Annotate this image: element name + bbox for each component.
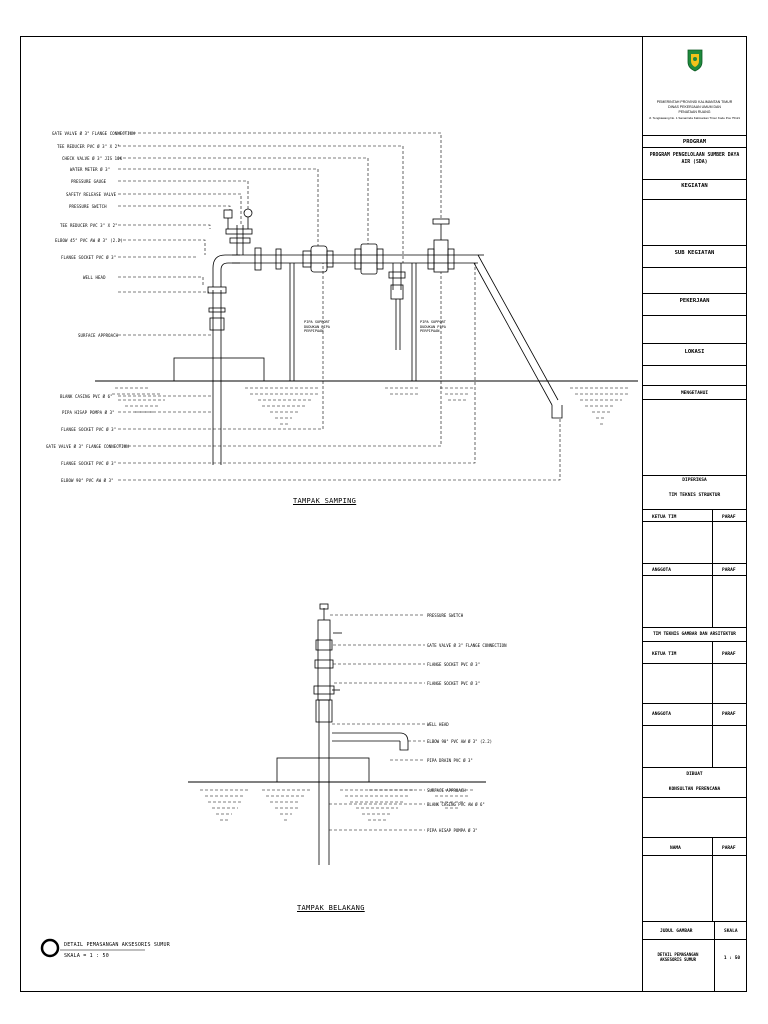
rear-label-4: FLANGE SOCKET PVC Ø 3" [427, 681, 480, 686]
side-label-14: PIPA HISAP POMPA Ø 3" [62, 410, 115, 415]
water-meter [311, 246, 327, 272]
paraf-3: PARAF [722, 652, 736, 657]
nama-label: NAMA [670, 846, 681, 851]
rear-label-1: PRESSURE SWITCH [427, 613, 464, 618]
check-valve [361, 244, 377, 274]
skala-label: SKALA [724, 929, 738, 934]
konsultan-label: KONSULTAN PERENCANA [668, 787, 721, 792]
rear-view-title: TAMPAK BELAKANG [297, 904, 365, 912]
detail-caption-scale: SKALA = 1 : 50 [64, 953, 109, 959]
paraf-5: PARAF [722, 846, 736, 851]
side-label-6: SAFETY RELEASE VALVE [66, 192, 117, 197]
side-label-5: PRESSURE GAUGE [71, 179, 107, 184]
outlet-pipe-top [478, 255, 558, 400]
side-view-title: TAMPAK SAMPING [293, 497, 357, 505]
tim-gambar-label: TIM TEKNIS GAMBAR DAN ARSITEKTUR [653, 632, 736, 637]
concrete-pad-rear [277, 758, 369, 782]
side-label-11: WELL HEAD [83, 275, 106, 280]
program-label: PROGRAM [682, 139, 707, 145]
rear-label-2: GATE VALVE Ø 3" FLANGE CONNECTION [427, 643, 507, 648]
anggota-1: ANGGOTA [652, 568, 671, 573]
side-label-8: TEE REDUCER PVC 3" X 2" [60, 223, 118, 228]
support-note-1: PIPA SUPPORT DUDUKAN PIPA PERPIPAAN [304, 320, 330, 333]
side-label-16: GATE VALVE Ø 3" FLANGE CONNECTION [46, 444, 129, 449]
ketua-tim-2: KETUA TIM [652, 652, 677, 657]
detail-caption-title: DETAIL PEMASANGAN AKSESORIS SUMUR [64, 942, 170, 948]
skala-value: 1 : 50 [723, 956, 741, 961]
side-label-9: ELBOW 45° PVC AW Ø 3" (2.2) [55, 238, 123, 243]
agency-line-3: PENATAAN RUANG [678, 110, 711, 114]
side-label-12: SURFACE APPROACH [78, 333, 119, 338]
rear-label-8: SURFACE APPROACH [427, 788, 466, 793]
ketua-tim-1: KETUA TIM [652, 515, 677, 520]
pressure-gauge [244, 209, 252, 217]
side-label-10: FLANGE SOCKET PVC Ø 3" [61, 255, 117, 260]
title-block [642, 36, 747, 992]
side-label-15: FLANGE SOCKET PVC Ø 3" [61, 427, 117, 432]
paraf-2: PARAF [722, 568, 736, 573]
side-label-1: GATE VALVE Ø 3" FLANGE CONNECTION [52, 131, 135, 136]
support-note-2: PIPA SUPPORT DUDUKAN PIPA PERPIPAAN [420, 320, 446, 333]
lokasi-label: LOKASI [684, 349, 705, 355]
rear-label-3: FLANGE SOCKET PVC Ø 3" [427, 662, 480, 667]
side-label-4: WATER METER Ø 3" [70, 167, 111, 172]
tim-struktur-label: TIM TEKNIS STRUKTUR [668, 493, 721, 498]
mengetahui-label: MENGETAHUI [680, 391, 709, 396]
rear-label-6: ELBOW 90° PVC AW Ø 3" (2.2) [427, 739, 493, 744]
pressure-switch-box [224, 210, 232, 218]
pekerjaan-label: PEKERJAAN [679, 298, 710, 304]
detail-symbol [42, 940, 58, 956]
paraf-4: PARAF [722, 712, 736, 717]
rear-label-7: PIPA DRAIN PVC Ø 3" [427, 758, 473, 763]
rear-label-5: WELL HEAD [427, 722, 449, 727]
sub-kegiatan-label: SUB KEGIATAN [674, 250, 715, 256]
judul-gambar-value: DETAIL PEMASANGAN AKSESORIS SUMUR [657, 952, 699, 962]
concrete-pad-side [174, 358, 264, 381]
paraf-1: PARAF [722, 515, 736, 520]
rear-label-9: BLANK CASING PVC AW Ø 6" [427, 802, 485, 807]
diperiksa-label: DIPERIKSA [682, 478, 707, 483]
agency-line-1: PEMERINTAH PROVINSI KALIMANTAN TIMUR [656, 100, 733, 104]
outlet-pipe-bottom [474, 263, 552, 405]
side-label-7: PRESSURE SWITCH [69, 204, 107, 209]
rear-label-10: PIPA HISAP POMPA Ø 3" [427, 828, 478, 833]
anggota-2: ANGGOTA [652, 712, 671, 717]
kegiatan-label: KEGIATAN [681, 183, 708, 189]
side-label-3: CHECK VALVE Ø 3" JIS 10K [62, 156, 123, 161]
side-label-18: ELBOW 90° PVC AW Ø 3" [61, 478, 114, 483]
judul-gambar-label: JUDUL GAMBAR [660, 929, 693, 934]
side-label-2: TEE REDUCER PVC Ø 3" X 2" [57, 144, 120, 149]
gate-valve [434, 240, 448, 272]
side-label-13: BLANK CASING PVC Ø 6" [60, 394, 113, 399]
agency-line-2: DINAS PEKERJAAN UMUM DAN [668, 105, 721, 109]
agency-address: Jl. Tengkawang No. 1 Samarinda Kalimantan Timur Kode Pos 75121 [648, 116, 741, 120]
side-label-17: FLANGE SOCKET PVC Ø 3" [61, 461, 117, 466]
program-value: PROGRAM PENGELOLAAN SUMBER DAYA AIR (SDA) [649, 153, 740, 165]
dibuat-label: DIBUAT [686, 772, 703, 777]
